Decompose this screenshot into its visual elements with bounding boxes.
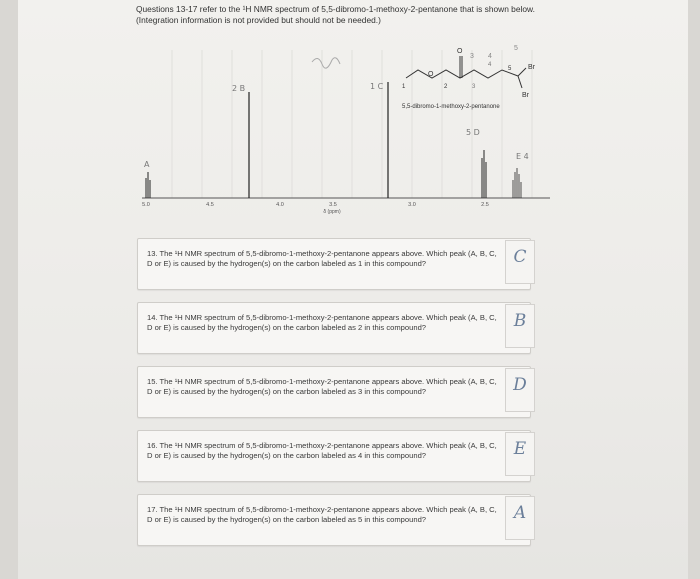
tick-label-4-5: 4.5 bbox=[206, 202, 214, 208]
pencil-squiggle bbox=[312, 58, 340, 68]
carbon-label-1: 1 bbox=[402, 84, 406, 90]
answer-field-15[interactable] bbox=[505, 368, 535, 412]
pencil-note-3: 3 bbox=[470, 53, 474, 60]
tick-label-3-0: 3.0 bbox=[408, 202, 416, 208]
answer-value-13: C bbox=[513, 247, 527, 267]
answer-field-17[interactable] bbox=[505, 496, 535, 540]
peak-label-e: E 4 bbox=[516, 152, 529, 161]
bromine-atom-1: Br bbox=[528, 64, 535, 71]
carbon-label-4: 4 bbox=[488, 62, 492, 68]
tick-label-2-5: 2.5 bbox=[481, 202, 489, 208]
question-card-14 bbox=[137, 302, 531, 354]
pencil-note-5: 5 bbox=[514, 45, 518, 52]
question-text-15: 15. The ¹H NMR spectrum of 5,5-dibromo-1-methoxy-2-pentanone appears above. Which peak (A, B, C, D or E) is caused by the hydrogen(s) on the carbon labeled as 3 in this compound? bbox=[147, 377, 497, 396]
question-text-16: 16. The ¹H NMR spectrum of 5,5-dibromo-1-methoxy-2-pentanone appears above. Which peak (A, B, C, D or E) is caused by the hydrogen(s) on the carbon labeled as 4 in this compound? bbox=[147, 441, 497, 460]
peak-label-b: 2 B bbox=[232, 84, 246, 93]
bromine-atom-2: Br bbox=[522, 92, 529, 99]
tick-label-5-0: 5.0 bbox=[142, 202, 150, 208]
carbon-label-3: 3 bbox=[472, 84, 476, 90]
answer-value-15: D bbox=[513, 375, 527, 395]
chemical-structure bbox=[388, 40, 548, 100]
question-card-16 bbox=[137, 430, 531, 482]
pencil-note-4: 4 bbox=[488, 53, 492, 60]
answer-value-16: E bbox=[513, 439, 527, 459]
peak-label-d: 5 D bbox=[466, 128, 480, 137]
answer-value-14: B bbox=[513, 311, 527, 331]
instructions-text: Questions 13-17 refer to the ¹H NMR spectrum of 5,5-dibromo-1-methoxy-2-pentanone that is shown below. (Integration information is not provided but should not be needed.) bbox=[136, 4, 535, 25]
question-card-15 bbox=[137, 366, 531, 418]
answer-value-17: A bbox=[513, 503, 527, 523]
peak-d bbox=[482, 150, 486, 198]
question-card-13 bbox=[137, 238, 531, 290]
carbon-label-2: 2 bbox=[444, 84, 448, 90]
carbon-label-5: 5 bbox=[508, 66, 512, 72]
peak-label-a: A bbox=[144, 160, 150, 169]
question-text-13: 13. The ¹H NMR spectrum of 5,5-dibromo-1-methoxy-2-pentanone appears above. Which peak (A, B, C, D or E) is caused by the hydrogen(s) on the carbon labeled as 1 in this compound? bbox=[147, 249, 497, 268]
tick-label-4-0: 4.0 bbox=[276, 202, 284, 208]
peak-a bbox=[146, 172, 150, 198]
carbonyl-oxygen: O bbox=[457, 48, 463, 55]
compound-name: 5,5-dibromo-1-methoxy-2-pentanone bbox=[402, 104, 500, 110]
methoxy-oxygen: O bbox=[428, 71, 434, 78]
question-text-17: 17. The ¹H NMR spectrum of 5,5-dibromo-1-methoxy-2-pentanone appears above. Which peak (A, B, C, D or E) is caused by the hydrogen(s) on the carbon labeled as 5 in this compound? bbox=[147, 505, 497, 524]
peak-label-c: 1 C bbox=[370, 82, 384, 91]
answer-field-16[interactable] bbox=[505, 432, 535, 476]
answer-field-14[interactable] bbox=[505, 304, 535, 348]
x-axis-unit: δ (ppm) bbox=[323, 209, 341, 215]
peak-e bbox=[513, 168, 521, 198]
tick-label-3-5: 3.5 bbox=[329, 202, 337, 208]
answer-field-13[interactable] bbox=[505, 240, 535, 284]
question-card-17 bbox=[137, 494, 531, 546]
question-text-14: 14. The ¹H NMR spectrum of 5,5-dibromo-1-methoxy-2-pentanone appears above. Which peak (A, B, C, D or E) is caused by the hydrogen(s) on the carbon labeled as 2 in this compound? bbox=[147, 313, 497, 332]
